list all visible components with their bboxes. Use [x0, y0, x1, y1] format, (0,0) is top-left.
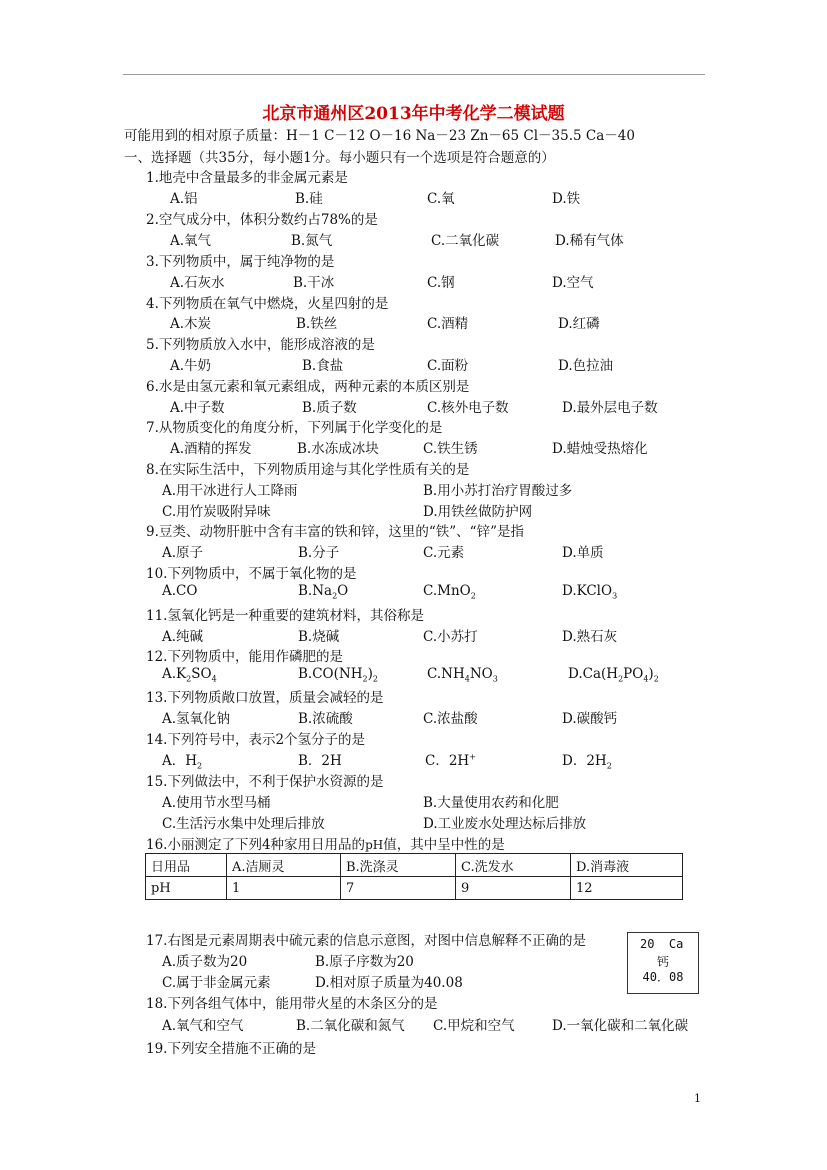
formula-subscript: 2 [606, 761, 612, 771]
formula-superscript: + [469, 752, 476, 762]
option-d: D.工业废水处理达标后排放 [423, 816, 587, 832]
option-a: A.酒精的挥发 [170, 441, 252, 457]
option-a: A.原子 [162, 545, 204, 561]
option-c: C.核外电子数 [427, 400, 509, 416]
page-number: 1 [694, 1092, 701, 1105]
question-10-stem: 10.下列物质中，不属于氧化物的是 [146, 566, 357, 582]
table-header-cell: C.洗发水 [456, 854, 571, 877]
option-d [562, 749, 612, 771]
formula-text: D.Ca(H [568, 666, 619, 682]
question-16-stem [146, 833, 505, 853]
option-d: D.一氧化碳和二氧化碳 [552, 1018, 689, 1034]
option-b: B.水冻成冰块 [297, 441, 379, 457]
option-a: A.牛奶 [170, 358, 212, 374]
option-b: B.用小苏打治疗胃酸过多 [423, 483, 573, 499]
option-b: B.干冰 [293, 275, 335, 291]
question-8-stem: 8.在实际生活中，下列物质用途与其化学性质有关的是 [146, 462, 470, 478]
option-a: A.氧气 [170, 233, 212, 249]
option-b: B.浓硫酸 [298, 711, 353, 727]
question-stem-ph: pH [365, 838, 384, 852]
table-header-cell: D.消毒液 [571, 854, 683, 877]
option-b: B.二氧化碳和氮气 [296, 1018, 405, 1034]
table-cell: 9 [456, 877, 571, 900]
option-d: D.色拉油 [558, 358, 614, 374]
table-cell: 1 [227, 877, 341, 900]
option-c: C.二氧化碳 [431, 233, 500, 249]
question-19-stem: 19.下列安全措施不正确的是 [146, 1041, 316, 1057]
option-b: B.铁丝 [296, 316, 338, 332]
element-info-box [627, 932, 699, 994]
option-a: A.质子数为20 [162, 954, 248, 970]
option-b: B.大量使用农药和化肥 [423, 795, 559, 811]
formula-subscript: 4 [464, 674, 470, 684]
formula-subscript: 3 [492, 674, 498, 684]
option-a: A.铝 [170, 191, 198, 207]
table-cell: 7 [341, 877, 456, 900]
table-header-cell: 日用品 [146, 854, 227, 877]
atomic-masses-line: 可能用到的相对原子质量：H－1 C－12 O－16 Na－23 Zn－65 Cl－35.5 Ca－40 [124, 128, 635, 144]
question-5-stem: 5.下列物质放入水中，能形成溶液的是 [146, 337, 375, 353]
option-c: C.甲烷和空气 [433, 1018, 515, 1034]
table-row [146, 854, 683, 877]
table-row [146, 877, 683, 900]
formula-text: SO [191, 666, 212, 682]
formula-subscript: 2 [618, 674, 624, 684]
question-18-stem: 18.下列各组气体中，能用带火星的木条区分的是 [146, 996, 438, 1012]
option-c [423, 583, 476, 601]
formula-text: B.CO(NH [298, 666, 363, 682]
option-c: C.铁生锈 [423, 441, 478, 457]
formula-subscript: 2 [197, 761, 203, 771]
question-stem: 1.地壳中含量最多的非金属元素是 [146, 170, 348, 186]
option-b: B.食盐 [302, 358, 344, 374]
formula-text: O [337, 583, 349, 599]
option-c: C.酒精 [427, 316, 469, 332]
option-b: B.氮气 [291, 233, 333, 249]
option-a [162, 666, 217, 684]
option-d [562, 583, 617, 601]
option-a: A.纯碱 [162, 629, 204, 645]
formula-text: A.K [162, 666, 187, 682]
question-15-stem: 15.下列做法中，不利于保护水资源的是 [146, 774, 384, 790]
option-b: B.质子数 [302, 400, 357, 416]
element-mass: 40．08 [642, 970, 684, 984]
question-7-stem: 7.从物质变化的角度分析，下列属于化学变化的是 [146, 420, 443, 436]
question-stem-text: 16.小丽测定了下列4种家用日用品的 [146, 837, 366, 853]
option-b: B.烧碱 [298, 629, 340, 645]
option-a: A.CO [162, 583, 198, 599]
formula-subscript: 4 [211, 674, 217, 684]
element-number-symbol [640, 937, 683, 951]
formula-text: ) [367, 666, 373, 682]
option-b: B．2H [298, 753, 342, 769]
option-b [298, 666, 378, 684]
element-symbol: Ca [668, 937, 684, 951]
formula-subscript: 2 [332, 591, 338, 601]
option-a: A.用干冰进行人工降雨 [162, 483, 298, 499]
option-b: B.原子序数为20 [315, 954, 414, 970]
question-17-stem: 17.右图是元素周期表中硫元素的信息示意图，对图中信息解释不正确的是 [146, 933, 586, 949]
option-c [427, 666, 498, 684]
option-d: D.空气 [552, 275, 594, 291]
ph-table [145, 853, 683, 900]
option-a: A.中子数 [170, 400, 225, 416]
option-a: A.氧气和空气 [162, 1018, 244, 1034]
option-d: D.蜡烛受热熔化 [552, 441, 648, 457]
question-14-stem: 14.下列符号中，表示2个氢分子的是 [146, 732, 366, 748]
formula-text: ) [648, 666, 654, 682]
option-a: A.使用节水型马桶 [162, 795, 271, 811]
formula-subscript: 2 [362, 674, 368, 684]
option-c: C.生活污水集中处理后排放 [162, 816, 325, 832]
table-header-cell: B.洗涤灵 [341, 854, 456, 877]
option-d: D.用铁丝做防护网 [423, 504, 533, 520]
option-c: C.氧 [427, 191, 455, 207]
option-a: A.氢氧化钠 [162, 711, 231, 727]
option-d: D.熟石灰 [562, 629, 618, 645]
formula-text: NO [469, 666, 493, 682]
option-d: D.单质 [562, 545, 604, 561]
option-a [162, 749, 202, 771]
option-b: B.硅 [295, 191, 323, 207]
option-a: A.木炭 [170, 316, 212, 332]
formula-text: C．2H [425, 753, 470, 769]
option-d: D.铁 [552, 191, 581, 207]
table-cell: pH [146, 877, 227, 900]
formula-text: A．H [162, 753, 198, 769]
formula-subscript: 3 [612, 591, 618, 601]
option-d: D.相对原子质量为40.08 [315, 975, 463, 991]
question-13-stem: 13.下列物质敞口放置，质量会减轻的是 [146, 690, 384, 706]
option-c: C.浓盐酸 [423, 711, 478, 727]
formula-subscript: 2 [653, 674, 659, 684]
option-c: C.用竹炭吸附异味 [162, 504, 271, 520]
formula-text: B.Na [298, 583, 333, 599]
option-a: A.石灰水 [170, 275, 225, 291]
question-stem-text: 值，其中呈中性的是 [383, 837, 505, 853]
question-11-stem: 11.氢氧化钙是一种重要的建筑材料，其俗称是 [146, 608, 424, 624]
option-c: C.面粉 [427, 358, 469, 374]
question-9-stem: 9.豆类、动物肝脏中含有丰富的铁和锌，这里的“铁”、“锌”是指 [146, 524, 524, 540]
header-rule [123, 74, 705, 75]
page-title: 北京市通州区2013年中考化学二模试题 [262, 104, 565, 124]
question-12-stem: 12.下列物质中，能用作磷肥的是 [146, 649, 343, 665]
formula-subscript: 2 [372, 674, 378, 684]
table-cell: 12 [571, 877, 683, 900]
option-d: D.红磷 [558, 316, 600, 332]
question-4-stem: 4.下列物质在氧气中燃烧，火星四射的是 [146, 296, 389, 312]
option-c: C.小苏打 [423, 629, 478, 645]
option-c: C.钢 [427, 275, 455, 291]
formula-text: PO [623, 666, 644, 682]
formula-text: D.KClO [562, 583, 613, 599]
question-2-stem: 2.空气成分中，体积分数约占78%的是 [146, 212, 378, 228]
table-header-cell: A.洁厕灵 [227, 854, 341, 877]
option-c: C.属于非金属元素 [162, 975, 271, 991]
option-d: D.最外层电子数 [562, 400, 658, 416]
option-c [425, 749, 476, 769]
section-heading: 一、选择题（共35分，每小题1分。每小题只有一个选项是符合题意的） [124, 150, 555, 166]
element-name: 钙 [656, 955, 669, 969]
formula-subscript: 2 [470, 591, 476, 601]
element-number: 20 [640, 937, 655, 951]
option-d [568, 666, 659, 684]
option-d: D.稀有气体 [555, 233, 624, 249]
option-b: B.分子 [298, 545, 340, 561]
formula-text: C.NH [427, 666, 465, 682]
option-c: C.元素 [423, 545, 465, 561]
formula-subscript: 2 [186, 674, 192, 684]
question-6-stem: 6.水是由氢元素和氧元素组成，两种元素的本质区别是 [146, 379, 470, 395]
formula-text: D．2H [562, 753, 607, 769]
option-b [298, 583, 348, 601]
question-3-stem: 3.下列物质中，属于纯净物的是 [146, 254, 335, 270]
formula-subscript: 4 [643, 674, 649, 684]
formula-text: C.MnO [423, 583, 471, 599]
option-d: D.碳酸钙 [562, 711, 618, 727]
